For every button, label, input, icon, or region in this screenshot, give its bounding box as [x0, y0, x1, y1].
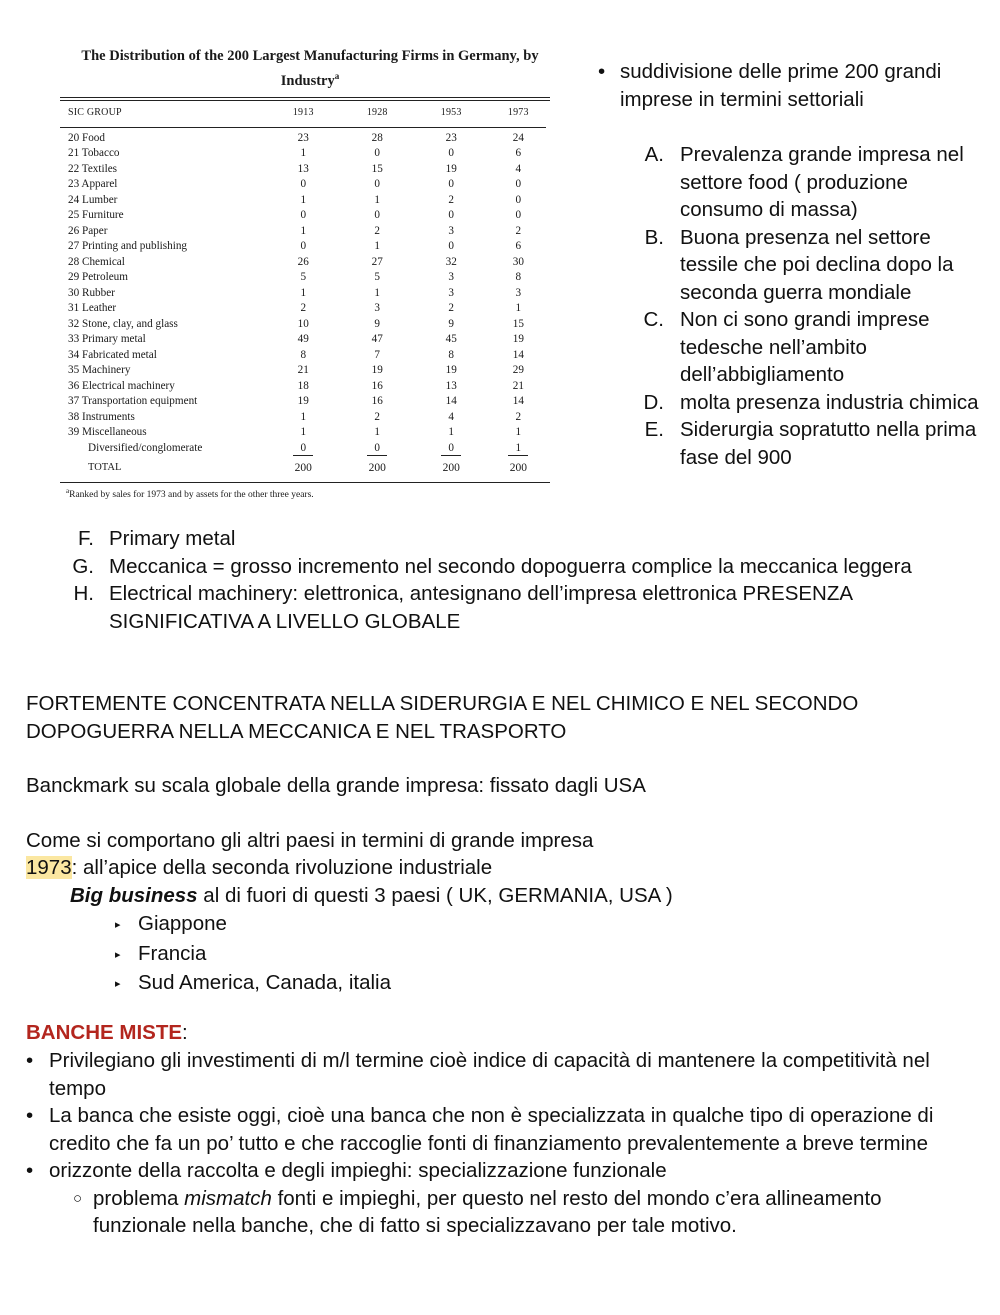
side-item-d-text: molta presenza industria chimica	[680, 390, 979, 414]
row-value: 1	[515, 426, 522, 439]
bullet-dot: •	[26, 1104, 34, 1127]
country-text: Sud America, Canada, italia	[138, 971, 391, 994]
row-value: 15	[371, 162, 383, 175]
wide-item-h-text: Electrical machinery: elettronica, antesignano dell’impresa elettronica PRESENZA SIGNIFICATIVA A LIVELLO GLOBALE	[109, 582, 852, 633]
row-value: 2	[374, 224, 381, 237]
table-row	[60, 317, 546, 333]
row-value: 3	[448, 286, 454, 299]
side-item-e-text: Siderurgia sopratutto nella prima fase del 900	[680, 418, 977, 469]
row-value: 1	[300, 224, 307, 237]
side-item-a-marker: A.	[644, 143, 664, 166]
row-value: 2	[448, 193, 454, 206]
row-label: 27 Printing and publishing	[68, 240, 188, 253]
triangle-bullet-icon: ▸	[115, 919, 121, 931]
row-value: 6	[515, 240, 522, 253]
row-value: 0	[300, 240, 307, 253]
row-value: 16	[371, 395, 383, 408]
table-row	[60, 348, 546, 364]
table-row	[60, 379, 546, 395]
header-1928: 1928	[366, 106, 388, 118]
row-value: 47	[371, 333, 383, 346]
row-label: 25 Furniture	[68, 209, 124, 222]
circle-bullet-icon: ○	[73, 1189, 83, 1207]
year-line	[26, 854, 966, 882]
row-label: 23 Apparel	[68, 178, 118, 191]
row-value: 1	[448, 426, 454, 439]
side-item-a-text: Prevalenza grande impresa nel settore food ( produzione consumo di massa)	[680, 143, 964, 221]
row-value: 23	[297, 131, 309, 144]
row-label: 32 Stone, clay, and glass	[68, 317, 178, 330]
row-value: 9	[374, 317, 381, 330]
row-label: 28 Chemical	[68, 255, 125, 268]
year-highlight: 1973	[26, 856, 72, 879]
table-row	[60, 193, 546, 209]
row-value: 16	[371, 379, 383, 392]
row-value: 1	[300, 410, 307, 423]
row-value: 1	[374, 193, 381, 206]
country-item	[115, 910, 915, 940]
row-label: 37 Transportation equipment	[68, 395, 198, 408]
side-item-a	[620, 141, 980, 224]
footnote-text: Ranked by sales for 1973 and by assets for the other three years.	[69, 490, 314, 501]
industry-table-figure	[60, 46, 550, 500]
bullet-dot: •	[26, 1049, 34, 1072]
row-value: 0	[515, 178, 522, 191]
row-value: 19	[297, 395, 309, 408]
row-value	[343, 441, 412, 457]
row-value: 29	[512, 364, 524, 377]
row-label: 29 Petroleum	[68, 271, 128, 284]
underlined-value: 1	[508, 442, 528, 456]
banche-list	[26, 1047, 946, 1240]
sub-text-a: problema	[93, 1186, 185, 1210]
side-list	[620, 141, 980, 471]
side-item-e	[620, 416, 980, 471]
table-title-text: The Distribution of the 200 Largest Manufacturing Firms in Germany, by Industry	[81, 48, 539, 89]
row-label: 31 Leather	[68, 302, 117, 315]
row-value: 1	[300, 147, 307, 160]
side-item-e-marker: E.	[644, 418, 664, 441]
table-row	[60, 425, 546, 441]
row-label: 24 Lumber	[68, 193, 118, 206]
table-title	[70, 46, 550, 91]
table-row	[60, 224, 546, 240]
row-value: 2	[448, 302, 454, 315]
question-line: Come si comportano gli altri paesi in termini di grande impresa	[26, 829, 594, 852]
row-value: 1	[300, 426, 307, 439]
table-row	[60, 332, 546, 348]
row-value: 8	[300, 348, 307, 361]
triangle-bullet-icon: ▸	[115, 948, 121, 961]
total-value: 200	[368, 462, 386, 475]
header-1973: 1973	[507, 106, 529, 118]
table-header-row	[60, 101, 546, 125]
table-row	[60, 286, 546, 302]
row-value	[412, 441, 491, 457]
row-value: 1	[300, 286, 307, 299]
banche-bullet-text: Privilegiano gli investimenti di m/l termine cioè indice di capacità di mantenere la competitività nel tempo	[49, 1049, 930, 1100]
row-label: 39 Miscellaneous	[68, 426, 147, 439]
banche-title: BANCHE MISTE	[26, 1021, 183, 1044]
row-value: 8	[448, 348, 454, 361]
row-value: 3	[448, 271, 454, 284]
row-value: 4	[515, 162, 522, 175]
row-value: 45	[445, 333, 457, 346]
total-value: 200	[294, 462, 312, 475]
row-value: 30	[512, 255, 524, 268]
row-value: 14	[512, 348, 524, 361]
benchmark-paragraph: Banckmark su scala globale della grande impresa: fissato dagli USA	[26, 774, 646, 797]
sub-text-italic: mismatch	[184, 1186, 272, 1210]
side-item-d-marker: D.	[643, 390, 664, 414]
row-label: 38 Instruments	[68, 410, 135, 423]
banche-bullet-text: orizzonte della raccolta e degli impieghi: specializzazione funzionale	[49, 1159, 667, 1182]
wide-item-f-text: Primary metal	[109, 527, 236, 550]
row-label: 36 Electrical machinery	[68, 379, 175, 392]
row-label: 35 Machinery	[68, 364, 131, 377]
row-value: 0	[448, 178, 454, 191]
big-business-line	[70, 882, 970, 910]
row-value: 9	[448, 317, 454, 330]
sub-text-b: fonti e impieghi, per questo nel resto del mondo c’era allineamento funzionale nella banche, che di fatto si specializzavano per tale motivo.	[93, 1186, 882, 1237]
row-value	[491, 441, 546, 457]
row-value: 19	[371, 364, 383, 377]
caps-paragraph: FORTEMENTE CONCENTRATA NELLA SIDERURGIA E NEL CHIMICO E NEL SECONDO DOPOGUERRA NELLA MECCANICA E NEL TRASPORTO	[26, 692, 859, 743]
big-business-bold: Big business	[70, 884, 198, 907]
row-value: 6	[515, 147, 522, 160]
bullet-dot: •	[26, 1159, 34, 1182]
row-value: 0	[448, 240, 454, 253]
banche-bullet-2	[26, 1102, 946, 1157]
side-item-b-text: Buona presenza nel settore tessile che poi declina dopo la seconda guerra mondiale	[680, 225, 954, 304]
bullet-dot: •	[598, 60, 606, 83]
row-value: 18	[297, 379, 309, 392]
row-label: 21 Tobacco	[68, 147, 120, 160]
total-value: 200	[509, 462, 527, 475]
row-value: 0	[448, 147, 454, 160]
row-value: 3	[374, 302, 381, 315]
row-label: 20 Food	[68, 131, 105, 144]
table-footnote	[66, 487, 550, 500]
wide-item-h	[60, 580, 960, 635]
row-value: 26	[297, 255, 309, 268]
row-value: 24	[512, 131, 524, 144]
country-item	[115, 940, 915, 970]
side-item-c-text: Non ci sono grandi imprese tedesche nell’ambito dell’abbigliamento	[680, 308, 930, 386]
row-value: 5	[300, 271, 307, 284]
total-label: TOTAL	[88, 462, 122, 474]
row-value: 1	[374, 240, 381, 253]
side-item-d	[620, 389, 980, 417]
row-value: 14	[445, 395, 457, 408]
row-value: 3	[515, 286, 522, 299]
side-item-c	[620, 306, 980, 389]
row-value: 8	[515, 271, 522, 284]
industry-table	[60, 101, 546, 481]
row-value: 1	[374, 286, 381, 299]
row-value: 10	[297, 317, 309, 330]
side-bullet-text: suddivisione delle prime 200 grandi imprese in termini settoriali	[620, 60, 942, 111]
row-value: 14	[512, 395, 524, 408]
row-label: 33 Primary metal	[68, 333, 146, 346]
header-sic-group: SIC GROUP	[68, 106, 122, 118]
row-value: 0	[515, 209, 522, 222]
row-value: 28	[371, 131, 383, 144]
row-value: 1	[374, 426, 381, 439]
row-label: Diversified/conglomerate	[88, 441, 203, 454]
row-value: 2	[515, 224, 522, 237]
row-value: 19	[445, 364, 457, 377]
row-label: 22 Textiles	[68, 162, 118, 175]
banche-bullet-1	[26, 1047, 946, 1102]
row-value: 27	[371, 255, 383, 268]
side-item-b-marker: B.	[644, 225, 664, 249]
country-text: Francia	[138, 941, 207, 965]
row-value: 19	[445, 162, 457, 175]
row-value: 0	[374, 178, 381, 191]
row-value: 19	[512, 333, 524, 346]
row-value: 13	[297, 162, 309, 175]
row-value: 1	[300, 193, 307, 206]
total-value: 200	[442, 462, 460, 475]
row-value: 13	[445, 379, 457, 392]
wide-list	[60, 525, 960, 635]
countries-list	[115, 910, 915, 999]
row-value: 0	[374, 209, 381, 222]
row-value	[264, 441, 343, 457]
header-1913: 1913	[292, 106, 314, 118]
table-bottom-rule	[60, 482, 550, 483]
row-value: 21	[512, 379, 524, 392]
table-total-row	[60, 456, 546, 480]
table-row	[60, 131, 546, 147]
table-row	[60, 363, 546, 379]
table-row	[60, 239, 546, 255]
wide-item-f	[60, 525, 960, 553]
row-value: 3	[448, 224, 454, 237]
side-item-c-marker: C.	[643, 308, 664, 331]
table-row	[60, 270, 546, 286]
table-row	[60, 301, 546, 317]
wide-item-h-marker: H.	[73, 582, 94, 605]
row-label: 34 Fabricated metal	[68, 348, 157, 361]
table-row	[60, 410, 546, 426]
table-row	[60, 208, 546, 224]
row-value: 0	[448, 209, 454, 222]
row-value: 23	[445, 131, 457, 144]
table-row	[60, 255, 546, 271]
table-row	[60, 394, 546, 410]
row-value: 2	[374, 410, 381, 423]
underlined-value: 0	[367, 442, 387, 456]
row-value: 0	[300, 209, 307, 222]
row-value: 49	[297, 333, 309, 346]
row-value: 0	[374, 147, 381, 160]
table-row	[60, 146, 546, 162]
banche-subbullet	[26, 1185, 946, 1240]
table-body	[60, 131, 546, 481]
wide-item-g	[60, 553, 960, 581]
row-label: 26 Paper	[68, 224, 108, 237]
banche-colon: :	[182, 1021, 188, 1044]
wide-item-f-marker: F.	[78, 527, 94, 550]
side-item-b	[620, 224, 980, 307]
table-row	[60, 177, 546, 193]
underlined-value: 0	[441, 442, 461, 456]
row-value: 4	[448, 410, 454, 423]
row-value: 5	[374, 271, 381, 284]
row-value: 0	[515, 193, 522, 206]
footnote-marker: a	[66, 487, 70, 496]
header-1953: 1953	[440, 106, 462, 118]
banche-heading	[26, 1019, 188, 1047]
wide-item-g-text: Meccanica = grosso incremento nel secondo dopoguerra complice la meccanica leggera	[109, 554, 912, 578]
triangle-bullet-icon: ▸	[115, 978, 121, 990]
year-text: : all’apice della seconda rivoluzione industriale	[71, 856, 493, 879]
banche-bullet-text: La banca che esiste oggi, cioè una banca che non è specializzata in qualche tipo di operazione di credito che fa un po’ tutto e che raccoglie fonti di finanziamento prevalentemente a breve termine	[49, 1104, 934, 1155]
country-text: Giappone	[138, 912, 227, 935]
row-value: 7	[374, 348, 381, 361]
row-value: 2	[300, 302, 307, 315]
row-value: 1	[515, 302, 522, 315]
table-title-note-marker: a	[334, 71, 340, 81]
row-value: 2	[515, 410, 522, 423]
table-row	[60, 162, 546, 178]
table-row	[60, 441, 546, 457]
underlined-value: 0	[293, 442, 313, 456]
wide-item-g-marker: G.	[72, 554, 94, 578]
row-label: 30 Rubber	[68, 286, 115, 299]
banche-bullet-3	[26, 1157, 946, 1185]
row-value: 0	[300, 178, 307, 191]
row-value: 32	[445, 255, 457, 268]
big-business-rest: al di fuori di questi 3 paesi ( UK, GERMANIA, USA )	[197, 884, 673, 907]
country-item	[115, 969, 915, 999]
row-value: 21	[297, 364, 309, 377]
row-value: 15	[512, 317, 524, 330]
